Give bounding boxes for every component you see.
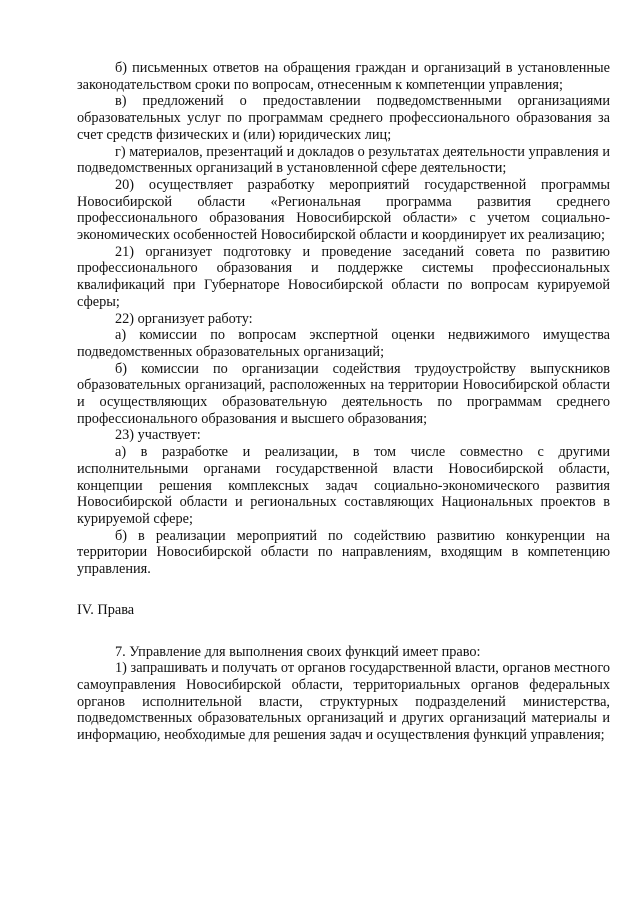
paragraph-item-22b: б) комиссии по организации содействия трудоустройству выпускников образовательных организаций, расположенных на территории Новосибирской области и осуществляющих образовательную деятельность по программам среднего профессионального образования и высшего образования; bbox=[77, 360, 610, 427]
paragraph-item-22a: а) комиссии по вопросам экспертной оценки недвижимого имущества подведомственных образовательных организаций; bbox=[77, 327, 610, 360]
section-heading: IV. Права bbox=[77, 601, 135, 618]
paragraph-item-v-proposals: в) предложений о предоставлении подведомственными организациями образовательных услуг по программам среднего профессионального образования за счет средств физических и (или) юридических лиц; bbox=[77, 93, 610, 143]
paragraph-item-23: 23) участвует: bbox=[115, 427, 201, 444]
paragraph-item-g-materials: г) материалов, презентаций и докладов о результатах деятельности управления и подведомственных организаций в установленной сфере деятельности; bbox=[77, 143, 610, 177]
paragraph-item-20: 20) осуществляет разработку мероприятий государственной программы Новосибирской области «Региональная программа развития среднего профессионального образования Новосибирской области» с учетом социально-экономических особенностей Новосибирской области и координирует их реализацию; bbox=[77, 176, 610, 244]
paragraph-item-7-1: 1) запрашивать и получать от органов государственной власти, органов местного самоуправления Новосибирской области, территориальных органов федеральных органов исполнительной власти, структурных подразделений министерства, подведомственных образовательных организаций и других организаций материалы и информацию, необходимые для решения задач и осуществления функций управления; bbox=[77, 660, 610, 744]
document-body bbox=[77, 60, 610, 744]
paragraph-item-b-written-answers: б) письменных ответов на обращения граждан и организаций в установленные законодательством сроки по вопросам, отнесенным к компетенции управления; bbox=[77, 60, 610, 93]
paragraph-item-23b: б) в реализации мероприятий по содействию развитию конкуренции на территории Новосибирской области по направлениям, входящим в компетенцию управления. bbox=[77, 527, 610, 578]
paragraph-item-22: 22) организует работу: bbox=[115, 310, 253, 327]
paragraph-item-7: 7. Управление для выполнения своих функций имеет право: bbox=[115, 643, 481, 660]
paragraph-item-23a: а) в разработке и реализации, в том числе совместно с другими исполнительными органами государственной власти Новосибирской области, концепции решения комплексных задач социально-экономического развития Новосибирской области и региональных составляющих Национальных проектов в курируемой сфере; bbox=[77, 444, 610, 527]
paragraph-item-21: 21) организует подготовку и проведение заседаний совета по развитию профессионального образования и поддержке системы профессиональных квалификаций при Губернаторе Новосибирской области по вопросам курируемой сферы; bbox=[77, 243, 610, 310]
